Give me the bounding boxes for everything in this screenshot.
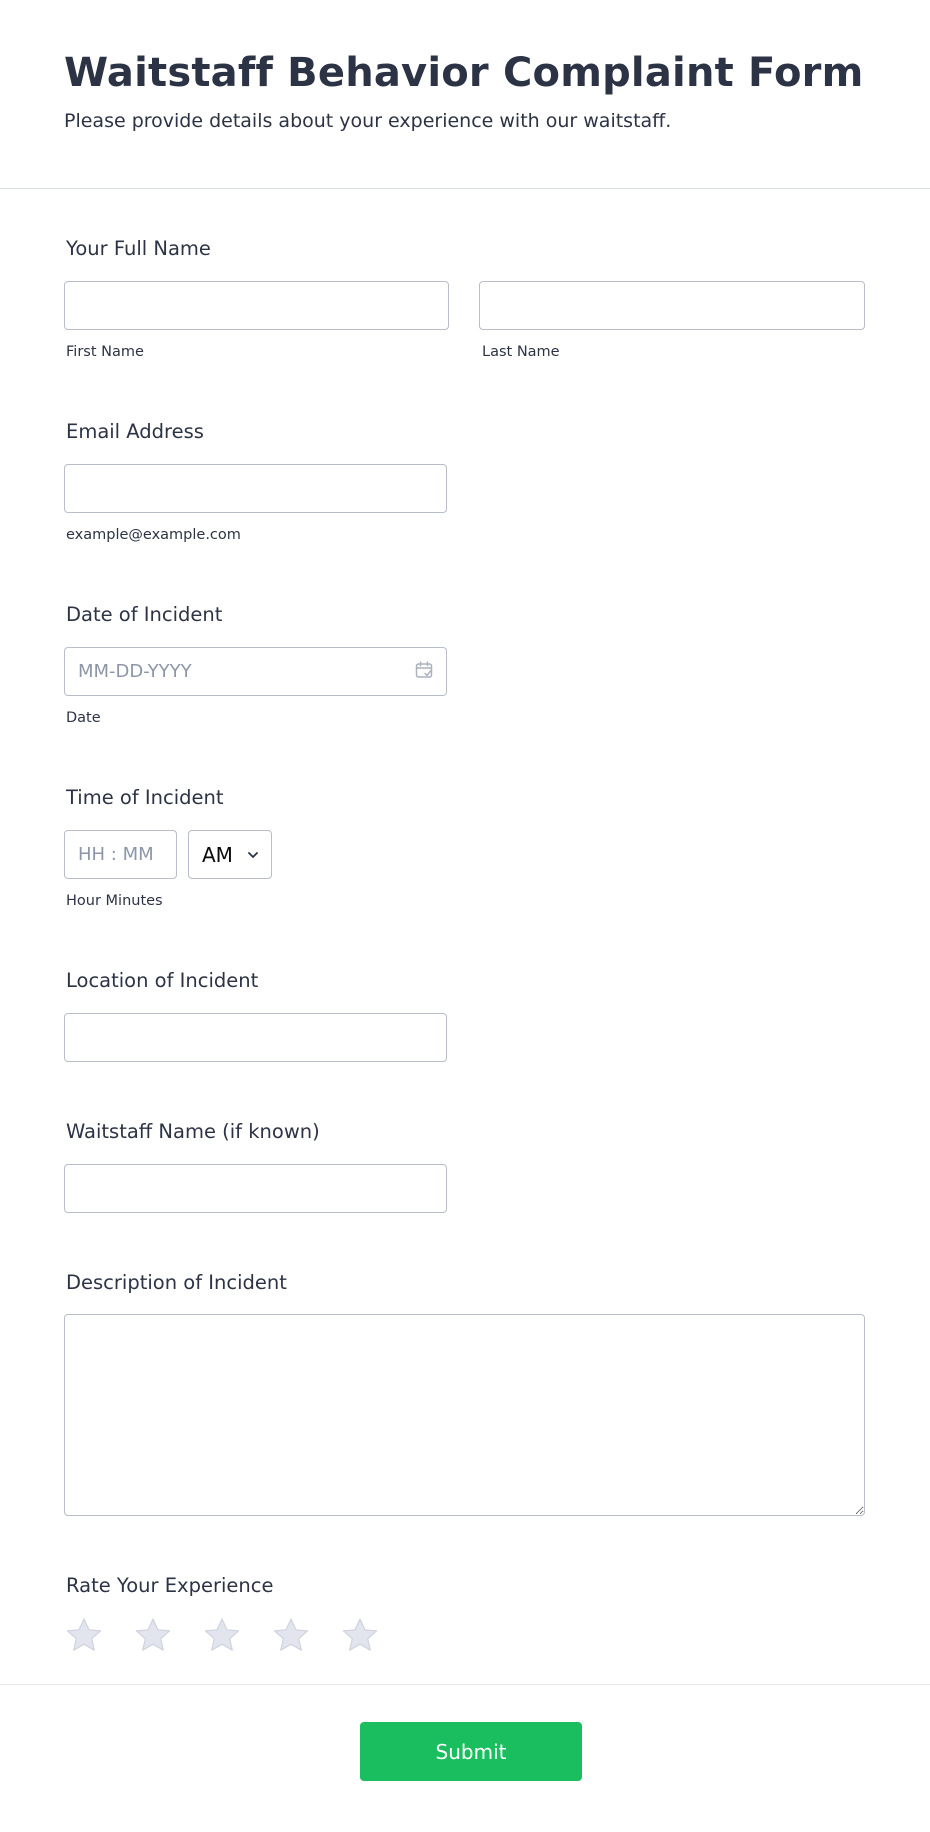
date-input[interactable]: [64, 647, 447, 696]
form-subtitle: Please provide details about your experience with our waitstaff.: [64, 110, 672, 132]
email-sublabel: example@example.com: [66, 527, 241, 543]
last-name-sublabel: Last Name: [482, 344, 560, 360]
last-name-input[interactable]: [479, 281, 865, 330]
star-3-icon[interactable]: [202, 1616, 242, 1656]
time-sublabel: Hour Minutes: [66, 893, 163, 909]
chevron-down-icon: [246, 848, 260, 862]
time-label: Time of Incident: [66, 786, 224, 809]
description-textarea[interactable]: [64, 1314, 865, 1516]
rating-label: Rate Your Experience: [66, 1574, 274, 1597]
description-label: Description of Incident: [66, 1271, 287, 1294]
first-name-input[interactable]: [64, 281, 449, 330]
form-header: [0, 0, 930, 189]
submit-button[interactable]: Submit: [360, 1722, 582, 1781]
waitstaff-name-label: Waitstaff Name (if known): [66, 1120, 320, 1143]
star-2-icon[interactable]: [133, 1616, 173, 1656]
footer-divider: [0, 1684, 930, 1685]
star-1-icon[interactable]: [64, 1616, 104, 1656]
time-input[interactable]: [64, 830, 177, 879]
location-label: Location of Incident: [66, 969, 259, 992]
location-input[interactable]: [64, 1013, 447, 1062]
ampm-value: AM: [202, 842, 233, 867]
star-5-icon[interactable]: [340, 1616, 380, 1656]
email-label: Email Address: [66, 420, 204, 443]
ampm-select[interactable]: [188, 830, 272, 879]
date-sublabel: Date: [66, 710, 101, 726]
calendar-icon[interactable]: [414, 660, 434, 680]
full-name-label: Your Full Name: [66, 237, 211, 260]
form-title: Waitstaff Behavior Complaint Form: [64, 50, 864, 96]
star-4-icon[interactable]: [271, 1616, 311, 1656]
waitstaff-name-input[interactable]: [64, 1164, 447, 1213]
first-name-sublabel: First Name: [66, 344, 144, 360]
date-label: Date of Incident: [66, 603, 223, 626]
email-input[interactable]: [64, 464, 447, 513]
